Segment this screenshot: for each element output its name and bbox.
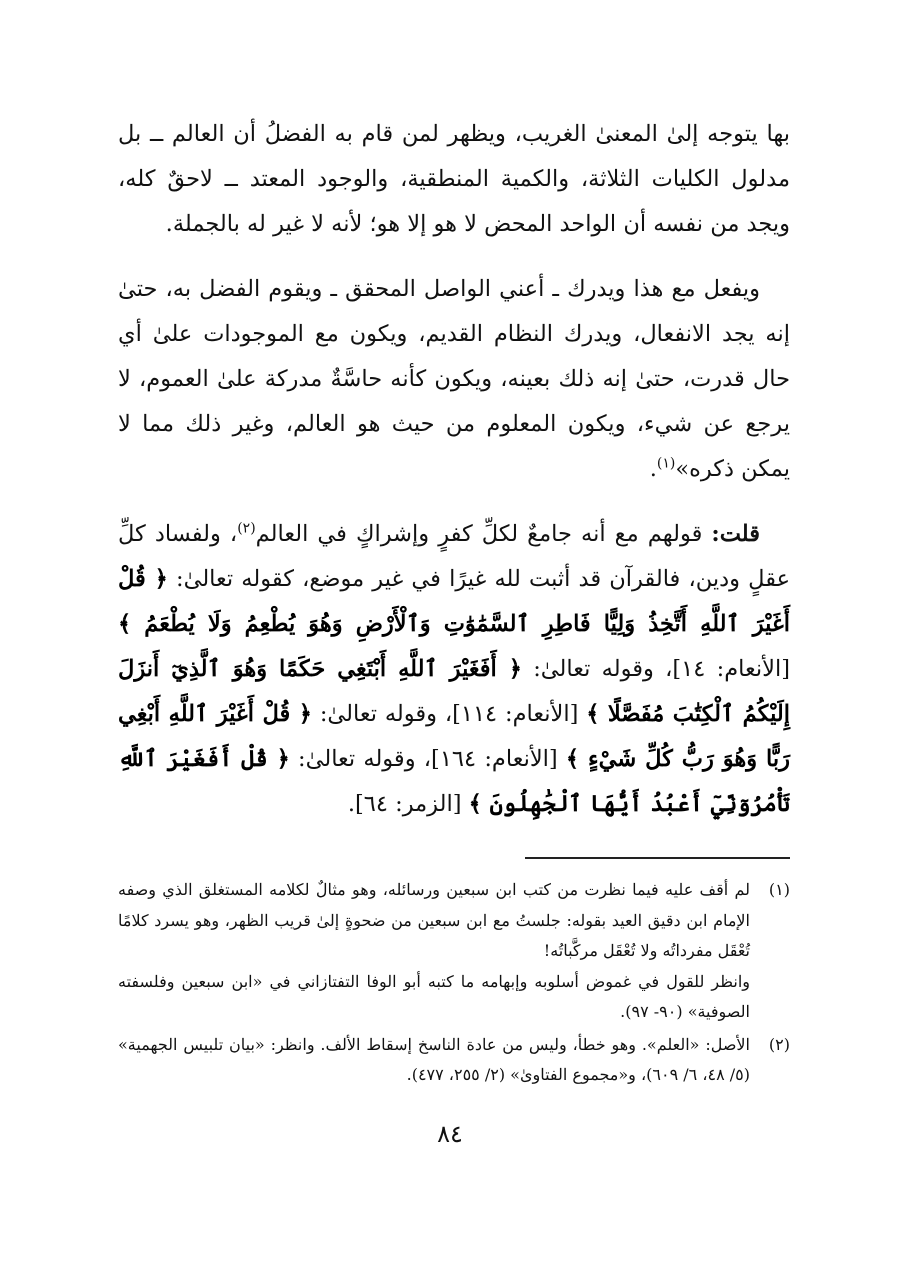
paragraph-3 [118,512,790,827]
quran-verse-4: ﴿ قُلْ أَفَغَيْرَ ٱللَّهِ تَأْمُرُوٓنِّيٓ أَعْبُدُ أَيُّهَا ٱلْجَٰهِلُونَ ﴾ [118,746,790,817]
footnotes [118,875,790,1091]
quran-verse-1: ﴿ قُلْ أَغَيْرَ ٱللَّهِ أَتَّخِذُ وَلِيًّا فَاطِرِ ٱلسَّمَٰوَٰتِ وَٱلْأَرْضِ وَهُوَ يُطْعِمُ وَلَا يُطْعَمُ ﴾ [118,566,790,637]
main-text [118,112,790,827]
footnote-ref-1[interactable]: (١) [656,455,676,472]
paragraph-3-lead: قلت: [711,521,760,547]
footnote-1-line-1: لم أقف عليه فيما نظرت من كتب ابن سبعين ورسائله، وهو مثالٌ لكلامه المستغلق الذي وصفه الإمام ابن دقيق العيد بقوله: جلستُ مع ابن سبعين من ضحوةٍ إلىٰ قريب الظهر، وهو يسرد كلامًا تُعْقَل مفرداتُه ولا تُعْقَل مركَّباتُه! [118,880,750,960]
paragraph-3-part-b: ، ولفساد كلِّ عقلٍ ودين، فالقرآن قد أثبت لله غيرًا في غير موضع، كقوله تعالىٰ: [118,521,791,592]
footnote-ref-2[interactable]: (٢) [237,520,256,537]
paragraph-3-part-e: [الأنعام: ١٦٤]، وقوله تعالىٰ: [289,746,566,772]
paragraph-3-part-a: قولهم مع أنه جامعٌ لكلِّ كفرٍ وإشراكٍ في العالم [255,521,712,547]
quran-verse-3: ﴿ قُلْ أَغَيْرَ ٱللَّهِ أَبْغِي رَبًّا وَهُوَ رَبُّ كُلِّ شَيْءٍ ﴾ [118,701,790,772]
page-body [118,112,790,1212]
paragraph-3-part-d: [الأنعام: ١١٤]، وقوله تعالىٰ: [311,701,587,727]
footnote-2 [118,1030,790,1091]
footnote-1 [118,875,790,1028]
footnote-separator [525,857,790,859]
footnote-number: (١) [768,880,790,899]
paragraph-3-part-c: [الأنعام: ١٤]، وقوله تعالىٰ: [521,656,790,682]
paragraph-3-part-f: [الزمر: ٦٤]. [347,791,469,817]
footnote-1-line-2: وانظر للقول في غموض أسلوبه وإبهامه ما كتبه أبو الوفا التفتازاني في «ابن سبعين وفلسفته الصوفية» (٩٠- ٩٧). [118,971,750,1021]
footnote-body [118,1030,750,1091]
footnote-body [118,875,750,1028]
footnote-2-line-1: الأصل: «العلم». وهو خطأ، وليس من عادة الناسخ إسقاط الألف. وانظر: «بيان تلبيس الجهمية» (٥/ ٤٨، ٦/ ٦٠٩)، و«مجموع الفتاوىٰ» (٢/ ٢٥٥، ٤٧٧). [118,1034,750,1084]
quran-verse-2: ﴿ أَفَغَيْرَ ٱللَّهِ أَبْتَغِي حَكَمًا وَهُوَ ٱلَّذِيٓ أَنزَلَ إِلَيْكُمُ ٱلْكِتَٰبَ مُفَصَّلًا ﴾ [118,656,790,727]
paragraph-2-end: . [649,456,657,482]
paragraph-1: بها يتوجه إلىٰ المعنىٰ الغريب، ويظهر لمن قام به الفضلُ أن العالم ــ بل مدلول الكليات الثلاثة، والكمية المنطقية، والوجود المعتد ــ لاحقٌ كله، ويجد من نفسه أن الواحد المحض لا هو إلا هو؛ لأنه لا غير له بالجملة. [118,121,790,237]
paragraph-2-text: ويفعل مع هذا ويدرك ـ أعني الواصل المحقق ـ ويقوم الفضل به، حتىٰ إنه يجد الانفعال، ويدرك النظام القديم، ويكون مع الموجودات علىٰ أي حال قدرت، حتىٰ إنه ذلك بعينه، ويكون كأنه حاسَّةٌ مدركة علىٰ العموم، لا يرجع عن شيء، ويكون المعلوم من حيث هو العالم، وغير ذلك مما لا يمكن ذكره» [118,276,790,482]
page-number: ٨٤ [437,1120,463,1148]
paragraph-2 [118,267,790,492]
footnote-number: (٢) [768,1034,790,1054]
